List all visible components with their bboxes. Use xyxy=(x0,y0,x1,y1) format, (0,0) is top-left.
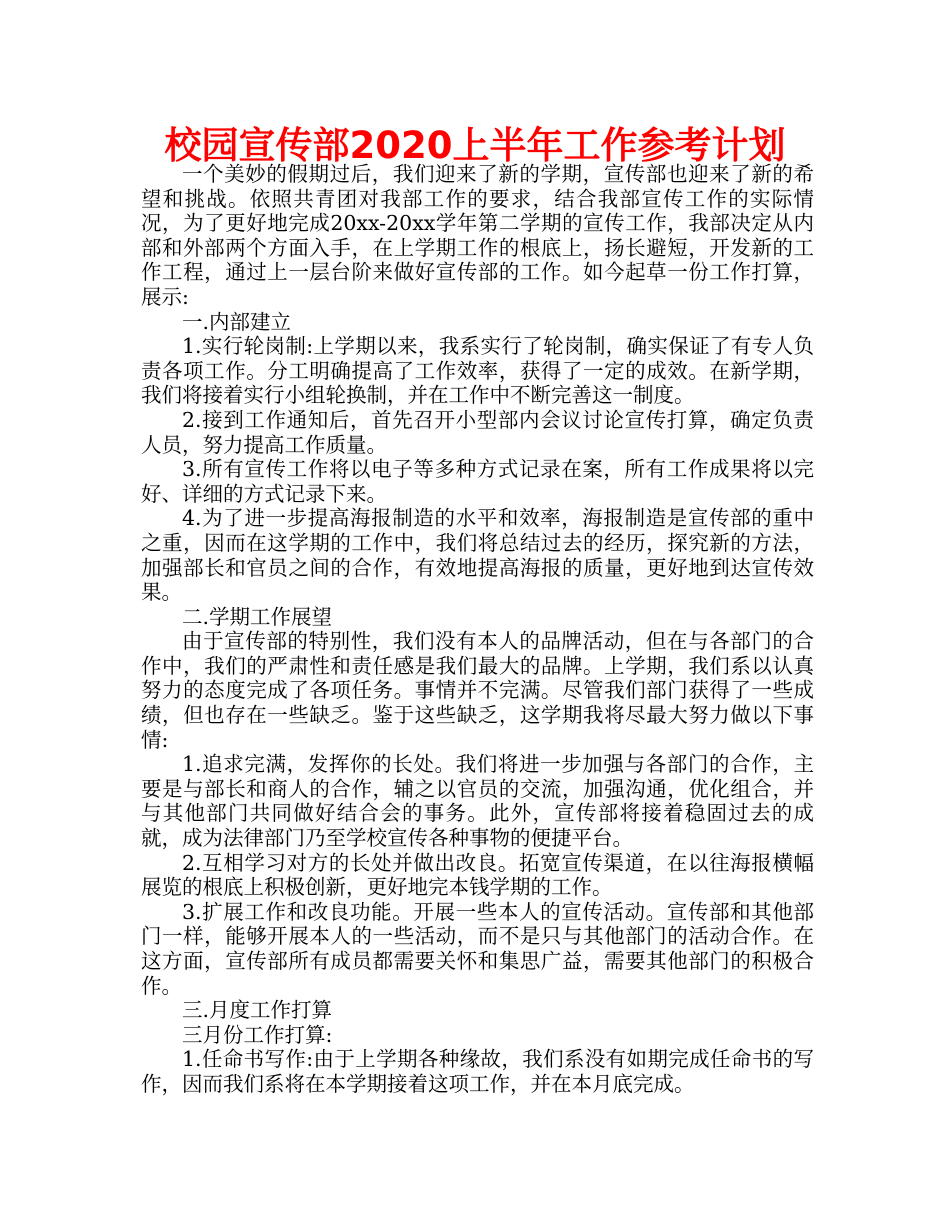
section-heading-monthly: 三.月度工作打算 xyxy=(182,998,333,1023)
list-item-paragraph: 1.任命书写作:由于上学期各种缘故，我们系没有如期完成任命书的写作，因而我们系将在本学期接着这项工作，并在本月底完成。 xyxy=(141,1047,814,1096)
list-item-paragraph: 2.接到工作通知后，首先召开小型部内会议讨论宣传打算，确定负责人员，努力提高工作质量。 xyxy=(141,407,814,457)
list-item-paragraph: 1.追求完满，发挥你的长处。我们将进一步加强与各部门的合作，主要是与部长和商人的合作，辅之以官员的交流，加强沟通，优化组合，并与其他部门共同做好结合会的事务。此外，宣传部将接着稳固过去的成就，成为法律部门乃至学校宣传各种事物的便捷平台。 xyxy=(141,752,814,851)
document-title: 校园宣传部2020上半年工作参考计划 xyxy=(164,124,786,167)
list-item-paragraph: 4.为了进一步提高海报制造的水平和效率，海报制造是宣传部的重中之重，因而在这学期的工作中，我们将总结过去的经历，探究新的方法，加强部长和官员之间的合作，有效地提高海报的质量，更好地到达宣传效果。 xyxy=(141,506,814,605)
section-heading-internal: 一.内部建立 xyxy=(182,309,292,334)
body-paragraph: 由于宣传部的特别性，我们没有本人的品牌活动，但在与各部门的合作中，我们的严肃性和责任感是我们最大的品牌。上学期，我们系以认真努力的态度完成了各项任务。事情并不完满。尽管我们部门获得了一些成绩，但也存在一些缺乏。鉴于这些缺乏，这学期我将尽最大努力做以下事情: xyxy=(141,629,814,752)
document-body xyxy=(141,162,814,1097)
list-item-paragraph: 2.互相学习对方的长处并做出改良。拓宽宣传渠道，在以往海报横幅展览的根底上积极创新，更好地完本钱学期的工作。 xyxy=(141,850,814,900)
intro-paragraph: 一个美妙的假期过后，我们迎来了新的学期，宣传部也迎来了新的希望和挑战。依照共青团对我部工作的要求，结合我部宣传工作的实际情况，为了更好地完成20xx-20xx学年第二学期的宣传工作，我部决定从内部和外部两个方面入手，在上学期工作的根底上，扬长避短，开发新的工作工程，通过上一层台阶来做好宣传部的工作。如今起草一份工作打算，展示: xyxy=(141,162,814,309)
list-item-paragraph: 1.实行轮岗制:上学期以来，我系实行了轮岗制，确实保证了有专人负责各项工作。分工明确提高了工作效率，获得了一定的成效。在新学期，我们将接着实行小组轮换制，并在工作中不断完善这一制度。 xyxy=(141,334,814,408)
subheading-march: 三月份工作打算: xyxy=(182,1022,333,1047)
section-heading-outlook: 二.学期工作展望 xyxy=(182,604,333,629)
list-item-paragraph: 3.扩展工作和改良功能。开展一些本人的宣传活动。宣传部和其他部门一样，能够开展本人的一些活动，而不是只与其他部门的活动合作。在这方面，宣传部所有成员都需要关怀和集思广益，需要其他部门的积极合作。 xyxy=(141,899,814,998)
list-item-paragraph: 3.所有宣传工作将以电子等多种方式记录在案，所有工作成果将以完好、详细的方式记录下来。 xyxy=(141,457,814,506)
